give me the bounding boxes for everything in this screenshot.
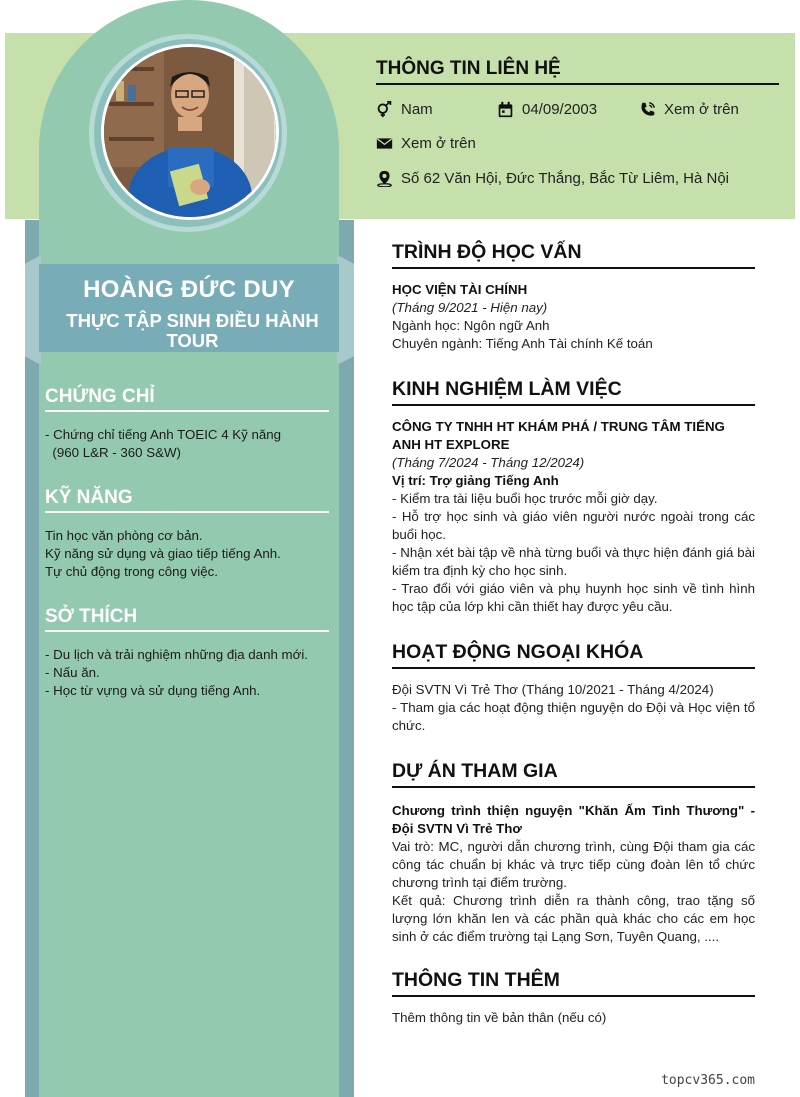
projects-title: DỰ ÁN THAM GIA: [392, 760, 755, 788]
experience-duty: - Kiểm tra tài liệu buổi học trước mỗi giờ dạy.: [392, 491, 658, 506]
activities-org: Đội SVTN Vì Trẻ Thơ (Tháng 10/2021 - Tháng 4/2024): [392, 682, 714, 697]
certificate-line: (960 L&R - 360 S&W): [45, 445, 181, 460]
activities-section: [392, 641, 755, 735]
skill-line: Tin học văn phòng cơ bản.: [45, 528, 203, 543]
experience-duty: - Nhận xét bài tập về nhà từng buổi và thực hiện đánh giá bài kiểm tra định kỳ cho học sinh.: [392, 545, 755, 578]
skills-body: [45, 527, 329, 581]
skill-line: Kỹ năng sử dụng và giao tiếp tiếng Anh.: [45, 546, 281, 561]
projects-body: [392, 802, 755, 946]
education-major: Ngành học: Ngôn ngữ Anh: [392, 318, 550, 333]
envelope-icon: [376, 135, 393, 152]
gender-icon: [376, 101, 393, 118]
certificates-body: [45, 426, 329, 462]
avatar-illustration: [104, 47, 279, 220]
contact-gender: [376, 99, 433, 119]
education-title: TRÌNH ĐỘ HỌC VẤN: [392, 241, 755, 269]
experience-title: KINH NGHIỆM LÀM VIỆC: [392, 378, 755, 406]
certificates-section: [45, 386, 329, 462]
projects-name: Chương trình thiện nguyện "Khăn Ấm Tình Thương" - Đội SVTN Vì Trẻ Thơ: [392, 803, 755, 836]
contact-birthday-text: 04/09/2003: [522, 100, 598, 118]
certificates-title: CHỨNG CHỈ: [45, 386, 329, 412]
hobby-line: - Học từ vựng và sử dụng tiếng Anh.: [45, 683, 261, 698]
certificate-line: - Chứng chỉ tiếng Anh TOEIC 4 Kỹ năng: [45, 427, 282, 442]
candidate-name: HOÀNG ĐỨC DUY: [83, 276, 295, 303]
contact-gender-text: Nam: [401, 100, 433, 118]
activities-title: HOẠT ĐỘNG NGOẠI KHÓA: [392, 641, 755, 669]
additional-section: [392, 969, 755, 1027]
projects-role: Vai trò: MC, người dẫn chương trình, cùng Đội tham gia các công tác chuẩn bị khác và trực tiếp cùng đoàn lên tổ chức chương trình tại điểm trường.: [392, 839, 755, 890]
experience-period: (Tháng 7/2024 - Tháng 12/2024): [392, 455, 585, 470]
projects-section: [392, 760, 755, 946]
education-school: HỌC VIỆN TÀI CHÍNH: [392, 282, 528, 297]
hobbies-title: SỞ THÍCH: [45, 606, 329, 632]
contact-address-text: Số 62 Văn Hội, Đức Thắng, Bắc Từ Liêm, Hà Nội: [401, 169, 730, 187]
contact-address: [376, 168, 729, 188]
education-period: (Tháng 9/2021 - Hiện nay): [392, 300, 548, 315]
hobby-line: - Nấu ăn.: [45, 665, 100, 680]
contact-birthday: [497, 99, 597, 119]
candidate-role: THỰC TẬP SINH ĐIỀU HÀNH TOUR: [66, 310, 319, 351]
watermark: topcv365.com: [661, 1073, 755, 1088]
ribbon-wing-right: [337, 255, 354, 365]
education-section: [392, 241, 755, 353]
map-pin-icon: [376, 170, 393, 187]
activities-detail: - Tham gia các hoạt động thiện nguyện do Đội và Học viện tổ chức.: [392, 700, 755, 733]
experience-duty: - Trao đổi với giáo viên và phụ huynh học sinh về tình hình học tập của lớp khi cần thiết hay được yêu cầu.: [392, 581, 755, 614]
activities-body: [392, 681, 755, 735]
skills-title: KỸ NĂNG: [45, 487, 329, 513]
hobbies-body: [45, 646, 329, 700]
additional-text: Thêm thông tin về bản thân (nếu có): [392, 1010, 607, 1025]
contact-section-title: THÔNG TIN LIÊN HỆ: [376, 58, 779, 85]
experience-section: [392, 378, 755, 616]
skills-section: [45, 487, 329, 581]
additional-title: THÔNG TIN THÊM: [392, 969, 755, 997]
experience-duty: - Hỗ trợ học sinh và giáo viên người nước ngoài trong các buổi học.: [392, 509, 755, 542]
education-body: [392, 281, 755, 353]
projects-result: Kết quả: Chương trình diễn ra thành công, trao tặng số lượng lớn khăn len và các phần quà khác cho các em học sinh ở các điểm trường tại Lạng Sơn, Tuyên Quang, ....: [392, 893, 755, 944]
contact-phone-text: Xem ở trên: [664, 100, 739, 118]
calendar-icon: [497, 101, 514, 118]
experience-position: Vị trí: Trợ giảng Tiếng Anh: [392, 473, 559, 488]
skill-line: Tự chủ động trong công việc.: [45, 564, 218, 579]
education-specialization: Chuyên ngành: Tiếng Anh Tài chính Kế toán: [392, 336, 653, 351]
phone-icon: [639, 101, 656, 118]
avatar: [101, 44, 279, 220]
hobby-line: - Du lịch và trải nghiệm những địa danh mới.: [45, 647, 309, 662]
experience-company: CÔNG TY TNHH HT KHÁM PHÁ / TRUNG TÂM TIẾNG ANH HT EXPLORE: [392, 419, 725, 452]
experience-body: [392, 418, 755, 616]
contact-phone: [639, 99, 739, 119]
contact-email: [376, 133, 476, 153]
contact-email-text: Xem ở trên: [401, 134, 476, 152]
hobbies-section: [45, 606, 329, 700]
